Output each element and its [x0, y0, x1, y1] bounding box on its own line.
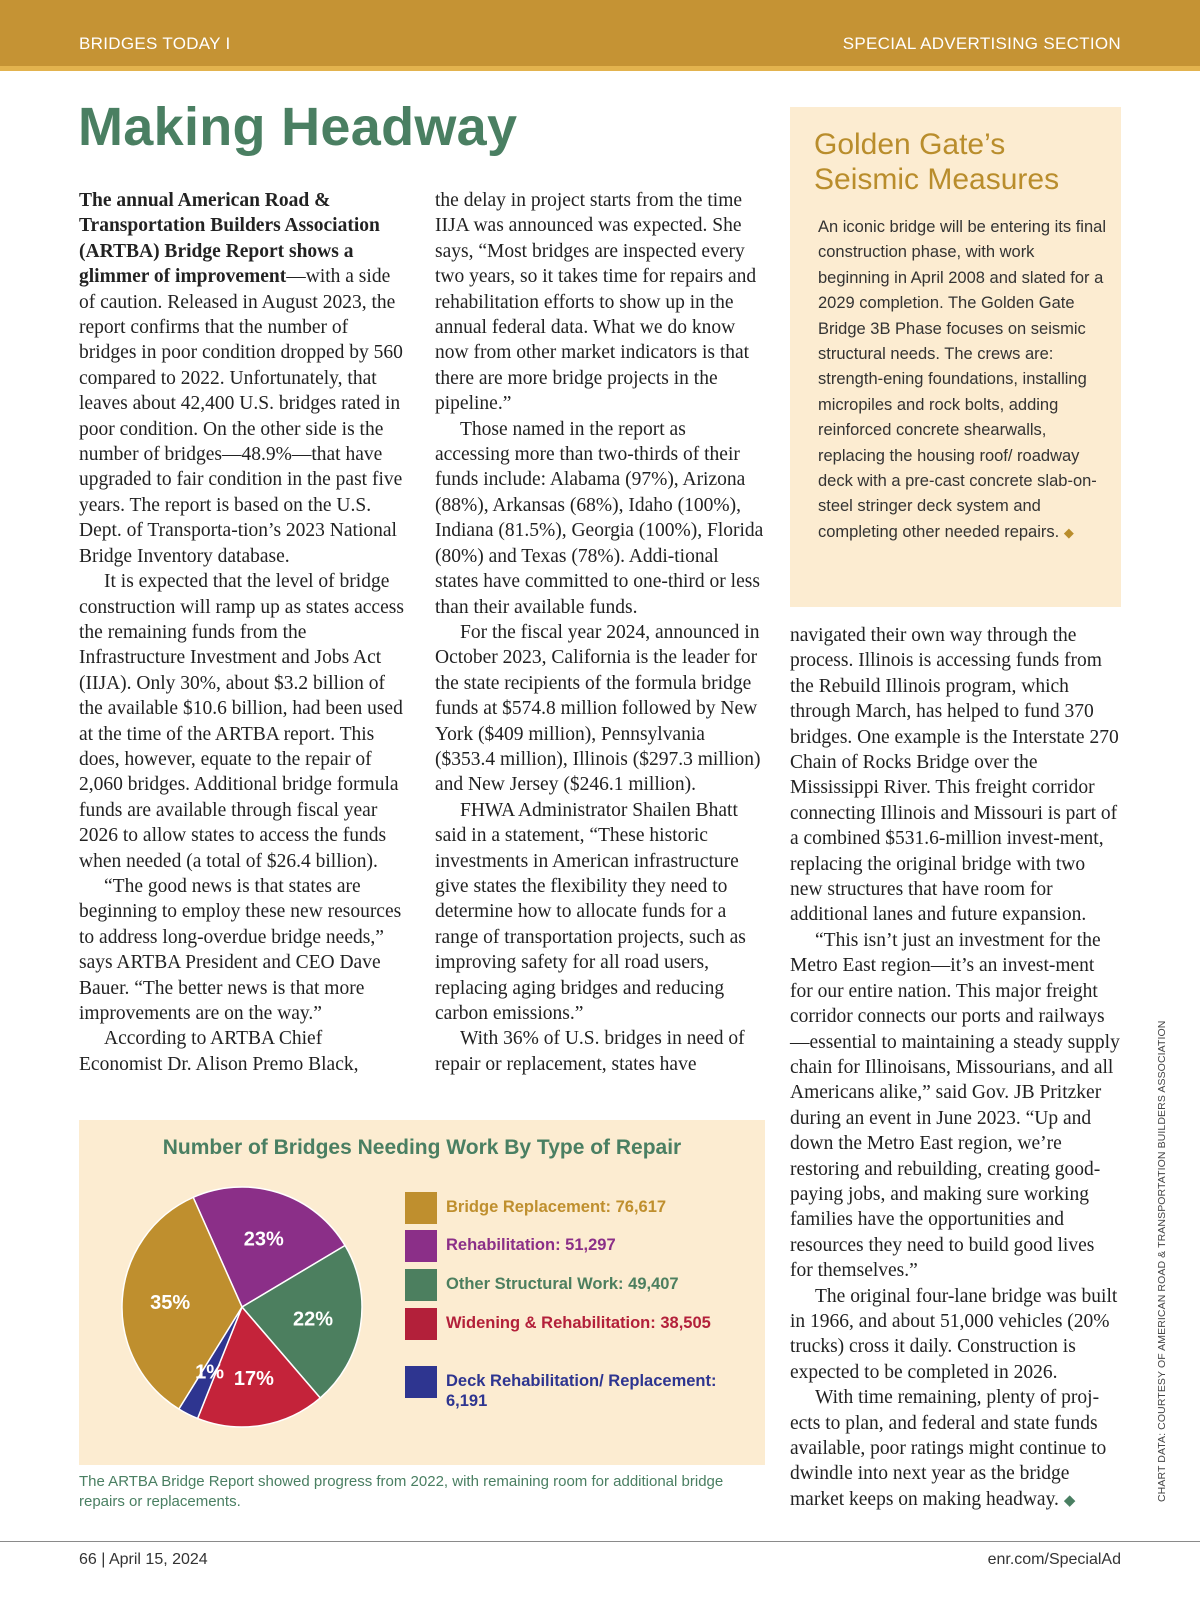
chart-panel: [79, 1120, 765, 1465]
pie-percent-label: 22%: [293, 1308, 334, 1331]
article-paragraph: It is expected that the level of bridge construction will ramp up as states access the remaining funds from the Infrastructure Investment and Jobs Act (IIJA). Only 30%, about $3.2 billion of the available $10.6 billion, had been used at the time of the ARTBA report. This does, however, equate to the repair of 2,060 bridges. Additional bridge formula funds are available through fiscal year 2026 to allow states to access the funds when needed (a total of $26.4 billion).: [79, 571, 404, 872]
footer-divider: [0, 1541, 1200, 1542]
article-lead-bold: The annual American Road & Transportation Builders Association (ARTBA) Bridge Report shows a glimmer of improvement: [79, 190, 380, 288]
end-diamond-icon: ◆: [1063, 525, 1074, 541]
article-paragraph: the delay in project starts from the time IIJA was announced was expected. She says, “Most bridges are inspected every two years, so it takes time for repairs and rehabilitation efforts to show up in the annual federal data. What we do know now from other market indicators is that there are more bridge projects in the pipeline.”: [435, 190, 757, 415]
article-paragraph: “The good news is that states are beginning to employ these new resources to address long-overdue bridge needs,” says ARTBA President and CEO Dave Bauer. “The better news is that more improvements are on the way.”: [79, 875, 402, 1024]
legend-swatch: [405, 1308, 437, 1340]
article-paragraph: According to ARTBA Chief Economist Dr. Alison Premo Black,: [79, 1028, 359, 1075]
article-paragraph: The original four-lane bridge was built in 1966, and about 51,000 vehicles (20% trucks) cross it daily. Construction is expected to be completed in 2026.: [790, 1285, 1118, 1383]
legend-swatch: [405, 1269, 437, 1301]
footer-url: enr.com/SpecialAd: [987, 1551, 1121, 1568]
chart-title: Number of Bridges Needing Work By Type of Repair: [162, 1136, 682, 1159]
article-paragraph: FHWA Administrator Shailen Bhatt said in a statement, “These historic investments in American infrastructure give states the flexibility they need to determine how to allocate funds for a range of transportation projects, such as improving safety for all road users, replacing aging bridges and reducing carbon emissions.”: [435, 799, 746, 1024]
pie-percent-label: 35%: [150, 1292, 191, 1315]
sidebar-box: [790, 107, 1121, 607]
pie-percent-label: 23%: [243, 1228, 284, 1251]
sidebar-title: Golden Gate’s Seismic Measures: [814, 128, 1060, 196]
legend-swatch: [405, 1366, 437, 1398]
legend-swatch: [405, 1230, 437, 1262]
article-paragraph: [790, 1385, 1120, 1513]
article-paragraph: navigated their own way through the process. Illinois is accessing funds from the Rebuild Illinois program, which through March, has helped to fund 370 bridges. One example is the Interstate 270 Chain of Rocks Bridge over the Mississippi River. This freight corridor connecting Illinois and Missouri is part of a combined $531.6-million invest-ment, replacing the original bridge with two new structures that have room for additional lanes and future expansion.: [790, 625, 1119, 926]
legend-label: Deck Rehabilitation/ Replacement: 6,191: [446, 1372, 717, 1410]
article-closing-text: With time remaining, plenty of proj-ects to plan, and federal and state funds available, poor ratings might continue to dwindle into next year as the bridge market keeps on making headway.: [790, 1387, 1107, 1510]
section-label: BRIDGES TODAY I: [79, 34, 231, 53]
legend-label: Widening & Rehabilitation: 38,505: [446, 1314, 711, 1332]
article-paragraph: “This isn’t just an investment for the Metro East region—it’s an invest-ment for our entire nation. This major freight corridor connects our ports and railways—essential to maintaining a steady supply chain for Illinoisans, Missourians, and all Americans alike,” said Gov. JB Pritzker during an event in June 2023. “Up and down the Metro East region, we’re restoring and rebuilding, creating good-paying jobs, and making sure working families have the opportunities and resources they need to build good lives for themselves.”: [790, 929, 1120, 1282]
pie-percent-label: 17%: [233, 1368, 274, 1391]
sidebar-text: An iconic bridge will be entering its final construction phase, with work beginning in April 2008 and slated for a 2029 completion. The Golden Gate Bridge 3B Phase focuses on seismic structural needs. The crews are: strength-ening foundations, installing micropiles and rock bolts, adding reinforced concrete shearwalls, replacing the housing roof/ roadway deck with a pre-cast concrete slab-on-steel stringer deck system and completing other needed repairs.: [818, 218, 1106, 541]
article-column-3: [790, 623, 1120, 1513]
header-accent-line: [0, 66, 1200, 71]
pie-percent-label: 1%: [195, 1361, 225, 1384]
legend-label: Rehabilitation: 51,297: [446, 1236, 616, 1254]
sidebar-body: [818, 215, 1108, 546]
page-title: Making Headway: [78, 97, 518, 157]
advertising-label: SPECIAL ADVERTISING SECTION: [842, 34, 1121, 53]
article-paragraph: With 36% of U.S. bridges in need of repair or replacement, states have: [435, 1028, 745, 1075]
article-paragraph: For the fiscal year 2024, announced in October 2023, California is the leader for the state recipients of the formula bridge funds at $574.8 million followed by New York ($409 million), Pennsylvania ($353.4 million), Illinois ($297.3 million) and New Jersey ($246.1 million).: [435, 621, 761, 796]
article-paragraph: Those named in the report as accessing more than two-thirds of their funds include: Alabama (97%), Arizona (88%), Arkansas (68%), Idaho (100%), Indiana (81.5%), Georgia (100%), Florida (80%) and Texas (78%). Addi-tional states have committed to one-third or less than their available funds.: [435, 418, 764, 618]
header-bar: [0, 0, 1200, 66]
page-number-date: 66 | April 15, 2024: [79, 1551, 208, 1568]
article-lead: [79, 188, 409, 569]
end-diamond-icon: ◆: [1063, 1490, 1076, 1509]
article-lead-rest: —with a side of caution. Released in August 2023, the report confirms that the number of bridges in poor condition dropped by 560 compared to 2022. Unfortunately, that leaves about 42,400 U.S. bridges rated in poor condition. On the other side is the number of bridges—48.9%—that have upgraded to fair condition in the past five years. The report is based on the U.S. Dept. of Transporta-tion’s 2023 National Bridge Inventory database.: [79, 266, 403, 567]
legend-label: Other Structural Work: 49,407: [446, 1275, 679, 1293]
legend-label: Bridge Replacement: 76,617: [446, 1198, 667, 1216]
legend-swatch: [405, 1192, 437, 1224]
article-column-1: [79, 188, 409, 1077]
chart-credit: CHART DATA: COURTESY OF AMERICAN ROAD & TRANSPORTATION BUILDERS ASSOCIATION: [1156, 1020, 1168, 1502]
chart-caption: The ARTBA Bridge Report showed progress from 2022, with remaining room for additional bridge repairs or replacements.: [79, 1473, 724, 1510]
article-column-2: [435, 188, 765, 1077]
